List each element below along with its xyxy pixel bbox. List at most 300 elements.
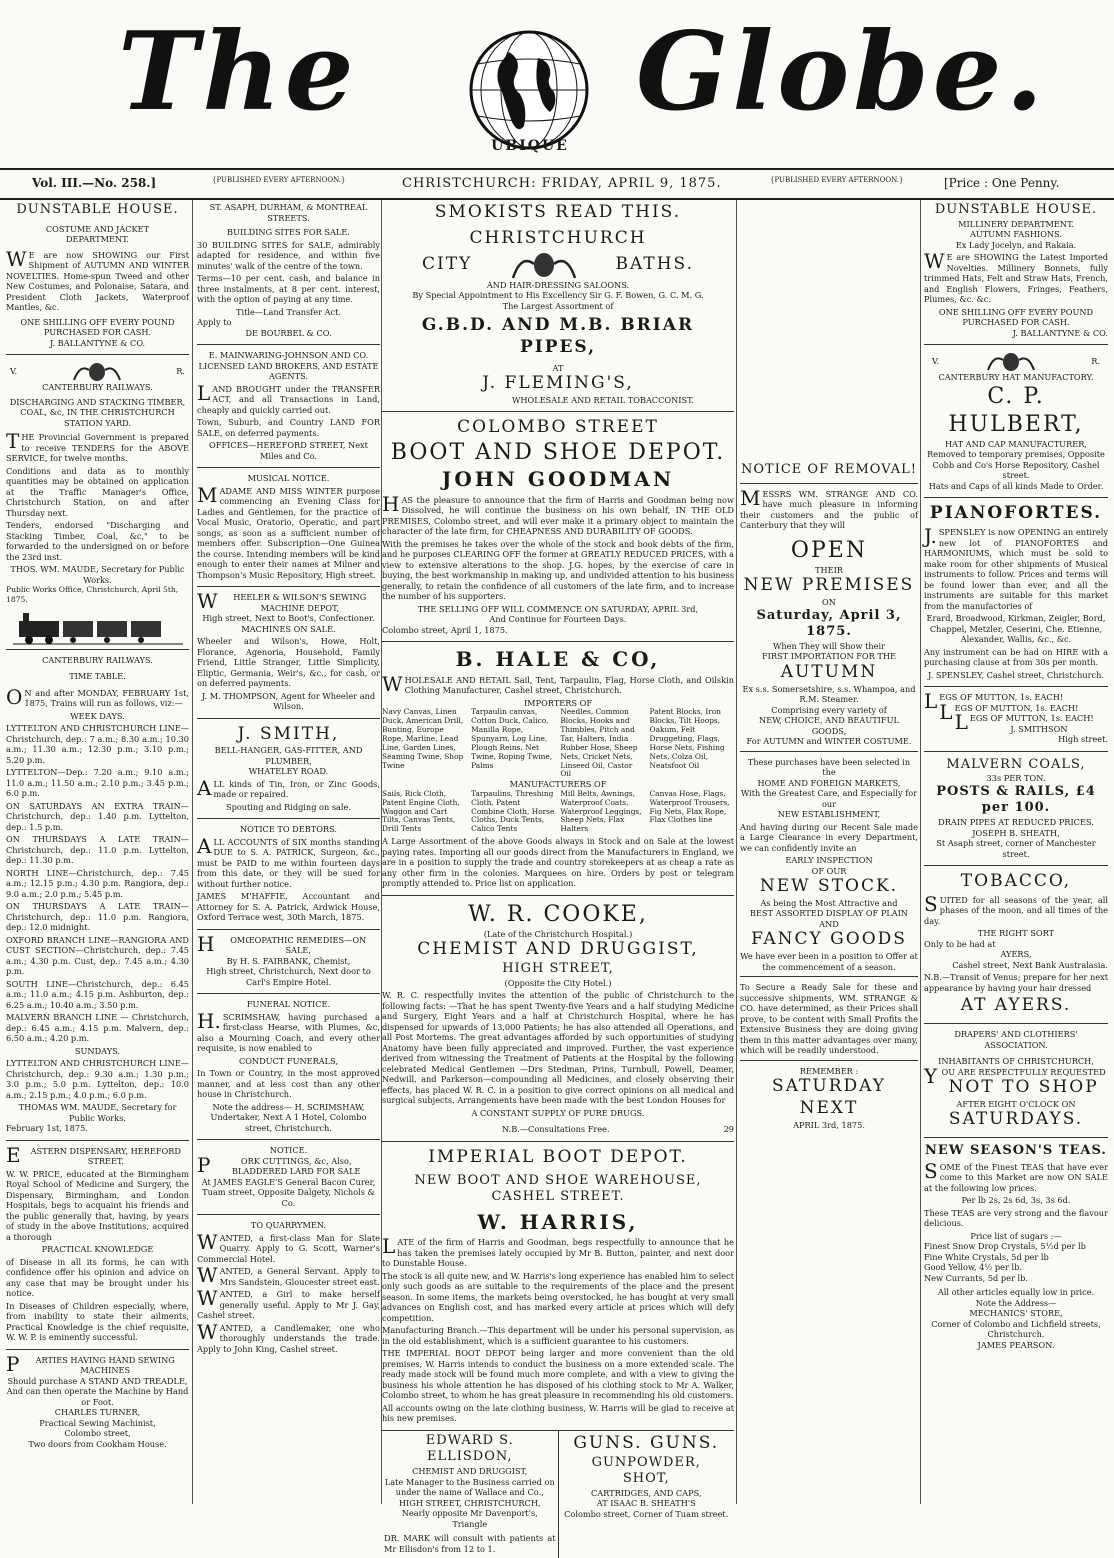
ad-body: Practical Sewing Machinist, xyxy=(39,1417,156,1428)
ad-body: Conditions and data as to monthly quantities may be obtained on application at the Traffic Manager's Office, Christchurch Station, on and after Thursday next. xyxy=(6,465,189,518)
ad-heading: J. SMITH, xyxy=(237,723,340,744)
ad-body: Price list of sugars :— xyxy=(970,1230,1062,1241)
ad-body: By Special Appointment to His Excellency Sir G. F. Bowen, G. C. M. G. xyxy=(412,290,704,300)
ad-body: In Diseases of Children especially, where, from inability to state their ailments, Practical Knowledge is the chief requisite, W. W. P. is eminently successful. xyxy=(6,1300,189,1343)
volume-number: Vol. III.—No. 258.] xyxy=(32,176,157,190)
divider xyxy=(924,497,1108,498)
divider xyxy=(197,718,380,719)
ad-body: W. R. C. respectfully invites the attention of the public of Christchurch to the following facts: —That he has spent Twenty-five Years and a half studying Medicine and Surgery, Eight Years and a half at Christchurch Hospital, where he has dispensed for upwards of 13,000 Patients; he has also attended all Operations, and all Post Mortems. The great advantages afforded by such opportunities of studying Anatomy have been fully appreciated and improved. Further, the vast experience derived from witnessing the Treatment of Patients at the Hospital by the following celebrated Medical Gentlemen —Drs Stedman, Prins, Turnbull, Powell, Deamer, Nedwill, and Parkerson—compounding all Medicines, and closely observing their effects, has placed W. R. C. in a position to give correct opinions on all medical and surgical subjects. Arrangements have been made with the best London Houses for xyxy=(382,990,734,1106)
divider xyxy=(382,895,734,896)
ad-body: Any instrument can be had on HIRE with a purchasing clause at from 30s per month. xyxy=(924,646,1108,668)
ad-heading: CANTERBURY RAILWAYS. xyxy=(42,382,153,393)
ad-body: Wheeler and Wilson's, Howe, Holt, Florance, Agenoria, Household, Family Friend, Little Stranger, Little Simplicity, Eliptic, Germania, Weir's, &c., for cash, or on deferred payments. xyxy=(197,636,380,688)
ad-subheading: IMPORTERS OF xyxy=(523,697,593,708)
ad-heading: E. MAINWARING-JOHNSON AND CO. xyxy=(208,350,369,360)
ad-body: With the premises he takes over the whole of the stock and book debts of the firm, and he purposes CLEARING OFF the former at GREATLY REDUCED PRICES, with a view to extensive alterations to the shop. J.G. hopes, by the exercise of care in buying, the best workmanship in making up, and undivided attention to his business generally, to retain the confidence of all customers of the late firm, and to increase the number of his supporters. xyxy=(382,538,734,602)
masthead-motto: UBIQUE xyxy=(491,138,569,154)
ad-sewing-stands xyxy=(6,1351,189,1450)
ad-body: BEST ASSORTED DISPLAY OF PLAIN xyxy=(749,908,909,919)
ad-body: Apply to xyxy=(197,317,232,327)
ad-hale xyxy=(382,647,734,888)
ad-heading: CITY xyxy=(422,253,473,274)
divider xyxy=(382,1141,734,1142)
ad-body: ALL ACCOUNTS of SIX months standing DUE to S. A. PATRICK, Surgeon, &c., must be PAID to me within fourteen days from this date, or they will be sued for without further notice. xyxy=(197,833,380,889)
ad-signature: JAMES PEARSON. xyxy=(977,1339,1055,1350)
ad-body: These purchases have been selected in the xyxy=(747,756,911,778)
ad-heading: SATURDAYS. xyxy=(948,1109,1084,1130)
ad-body: EARLY INSPECTION xyxy=(785,855,873,866)
list-item: Tarpaulin canvas, Cotton Duck, Calico, Manilla Rope, Spunyarn, Log Line, Plough Reins, Net Twine, Roping Twine, Palms xyxy=(471,707,553,770)
ad-body: A Large Assortment of the above Goods always in Stock and on Sale at the lowest paying rates. Importing all our goods direct from the Manufacturers in England, we are in a position to supply the trade and country storekeepers at as cheap a rate as any other firm in the colonies. Marquees on hire. Orders by post or telegram promptly attended to. Price list on application. xyxy=(382,836,734,889)
ad-body: LATE of the firm of Harris and Goodman, begs respectfully to announce that he has taken the premises lately occupied by Mr B. Button, painter, and next door to Dunstable House. xyxy=(382,1234,734,1269)
ad-date: February 1st, 1875. xyxy=(6,1123,88,1134)
vr-right: R. xyxy=(1091,356,1100,367)
column-rule xyxy=(736,200,737,1504)
ad-body: St Asaph street, corner of Manchester street. xyxy=(936,838,1096,859)
ad-subheading: SUNDAYS. xyxy=(74,1045,121,1056)
divider xyxy=(740,751,918,752)
ad-city-baths xyxy=(382,202,734,405)
divider xyxy=(924,1137,1108,1138)
ad-body: High street, Christchurch, Next door to Carl's Empire Hotel. xyxy=(206,966,371,987)
ad-body: These TEAS are very strong and the flavour delicious. xyxy=(924,1207,1108,1229)
ad-signature: Note the address— H. SCRIMSHAW, Undertaker, Next A 1 Hotel, Colombo street, Christchurch. xyxy=(210,1101,367,1133)
ad-body: NEW ESTABLISHMENT, xyxy=(777,809,881,820)
ad-body: Late Manager to the Business carried on under the name of Wallace and Co., xyxy=(384,1476,555,1498)
ad-pianofortes xyxy=(924,503,1108,680)
divider xyxy=(6,649,189,650)
ad-body: All other articles equally low in price. xyxy=(937,1287,1095,1298)
ad-body: ONE SHILLING OFF EVERY POUND PURCHASED FOR CASH. xyxy=(20,316,175,338)
list-item: Tarpaulins, Threshing Cloth, Patent Combine Cloth, Horse Cloths, Duck Tents, Calico Tents xyxy=(471,788,555,834)
ad-body: All accounts owing on the late clothing business, W. Harris will be glad to receive at his new premises. xyxy=(382,1402,734,1424)
ad-body: Title—Land Transfer Act. xyxy=(236,306,341,317)
ad-building-sites xyxy=(197,202,380,338)
ad-body: And Continue for Fourteen Days. xyxy=(489,614,627,625)
ad-body: Nearly opposite Mr Davenport's, Triangle xyxy=(401,1508,538,1529)
timetable-entry: LYTTELTON AND CHRISTCHURCH LINE—Christchurch, dep.: 9.30 a.m.; 1.30 p.m.; 3.0 p.m.; 5.0 p.m. Lyttelton, dep.: 10.0 a.m.; 2.15 p.m.; 4.0 p.m.; 6.0 p.m. xyxy=(6,1058,189,1100)
list-item: Navy Canvas, Linen Duck, American Drill, Bunting, Europe Rope, Marline, Lead Line, Garden Lines, Seaming Twine, Shop Twine xyxy=(382,707,464,770)
ad-body: WHOLESALE AND RETAIL TOBACCONIST. xyxy=(511,394,694,405)
ad-body: Two doors from Cookham House. xyxy=(28,1438,167,1449)
ad-heading: NEW PREMISES xyxy=(743,575,915,596)
ad-body: PORK CUTTINGS, &c, Also, BLADDERED LARD FOR SALE xyxy=(197,1152,361,1177)
divider xyxy=(740,483,918,484)
divider xyxy=(924,1023,1108,1024)
ad-body: As being the Most Attractive and xyxy=(760,897,898,908)
ad-body: Hats and Caps of all kinds Made to Order. xyxy=(928,480,1104,491)
list-item: Mill Belts, Awnings, Waterproof Coats, Waterproof Leggings, Sheep Nets, Flax Halters xyxy=(560,788,642,834)
divider xyxy=(197,344,380,345)
ad-body: MADAME AND MISS WINTER purpose commencing an Evening Class for Ladies and Gentlemen, for the practice of Vocal Music, Oratorio, Operatic, and part songs, as soon as a sufficient number of members offer. Subscription—One Guinea the course. Intending members will be kind enough to enter their names at Milner and Thompson's Music Repository, High street. xyxy=(197,482,380,580)
ad-body: The Largest Assortment of xyxy=(502,300,614,311)
ad-subheading: MILLINERY DEPARTMENT. xyxy=(958,218,1074,229)
ad-heading: EDWARD S. ELLISDON, xyxy=(425,1432,514,1465)
ad-ellisdon xyxy=(382,1431,558,1558)
ad-heading: Saturday, April 3, 1875. xyxy=(756,607,902,640)
ad-body: Ex Lady Jocelyn, and Rakaia. xyxy=(955,239,1077,250)
divider xyxy=(382,411,734,412)
ad-body: AFTER EIGHT O'CLOCK ON xyxy=(956,1098,1076,1109)
ad-musical-notice xyxy=(197,473,380,580)
ad-subheading: CONDUCT FUNERALS, xyxy=(238,1055,339,1066)
ad-body: ON and after MONDAY, FEBRUARY 1st, 1875, Trains will run as follows, viz:— xyxy=(6,684,189,709)
list-item: Finest Snow Drop Crystals, 5½d per lb xyxy=(924,1241,1086,1252)
ad-body: Ex s.s. Somersetshire, s.s. Whampoa, and R.M. Steamer. xyxy=(742,683,916,705)
ad-body: Colombo street, xyxy=(64,1428,131,1439)
ad-subheading: SHOT, xyxy=(622,1471,670,1487)
royal-arms xyxy=(6,360,189,382)
divider xyxy=(197,586,380,587)
importers-list xyxy=(382,708,734,779)
ad-body: CARTRIDGES, AND CAPS, xyxy=(590,1487,702,1498)
ad-new-season-teas xyxy=(924,1143,1108,1350)
ad-signature: AYERS, xyxy=(1000,949,1032,960)
ad-pork-cuttings xyxy=(197,1145,380,1208)
ad-signature: J. SPENSLEY, Cashel street, Christchurch. xyxy=(927,669,1105,680)
divider xyxy=(6,1140,189,1141)
ad-railway-timetable xyxy=(6,655,189,1134)
column-rule xyxy=(920,200,921,1504)
ad-heading: NEW STOCK. xyxy=(759,876,899,897)
ad-subheading: CHEMIST AND DRUGGIST, xyxy=(412,1466,528,1477)
ad-heading: DUNSTABLE HOUSE. xyxy=(934,202,1098,217)
column-2 xyxy=(197,202,380,1512)
list-item: Patent Blocks, Iron Blocks, Tilt Hoops, Oakum, Felt Druggeting, Flags, Horse Nets, Fishing Nets, Colza Oil, Neatsfoot Oil xyxy=(649,707,725,770)
ad-heading: COLOMBO STREET xyxy=(457,417,659,438)
royal-crest-icon xyxy=(986,350,1036,372)
ad-dunstable-costume xyxy=(6,202,189,348)
ad-heading: POSTS & RAILS, £4 per 100. xyxy=(936,783,1096,816)
ad-body: Comprising every variety of xyxy=(771,704,887,715)
divider xyxy=(197,993,380,994)
ad-body: Removed to temporary premises, Opposite Cobb and Co's Horse Repository, Cashel street. xyxy=(927,449,1105,481)
divider xyxy=(197,929,380,930)
ad-body: HAS the pleasure to announce that the firm of Harris and Goodman being now Dissolved, he will continue the business on his own behalf, IN THE OLD PREMISES, Colombo street, and will ever make it a primary object to maintain the character of the late firm, for CHEAPNESS AND DURABILITY OF GOODS. xyxy=(382,491,734,537)
ad-body: H.SCRIMSHAW, having purchased a first-class Hearse, with Plumes, &c, also a Mourning Coach, and every other requisite, is now enabled to xyxy=(197,1008,380,1054)
ad-drapers-association xyxy=(924,1029,1108,1131)
ad-heading: C. P. HULBERT, xyxy=(948,383,1084,437)
ad-guns xyxy=(558,1431,735,1558)
ad-pair xyxy=(382,1430,734,1558)
ad-body: Spouting and Ridging on sale. xyxy=(225,801,352,812)
ad-heading: SMOKISTS READ THIS. xyxy=(434,202,682,222)
ad-heading: NOTICE. xyxy=(269,1145,308,1156)
ad-heading: FUNERAL NOTICE. xyxy=(246,999,331,1010)
ad-body: ONE SHILLING OFF EVERY POUND PURCHASED FOR CASH. xyxy=(938,306,1094,328)
ad-hat-manufactory xyxy=(924,350,1108,491)
timetable-entry: OXFORD BRANCH LINE—RANGIORA AND CUST SECTION—Christchurch, dep.: 7.45 a.m.; 4.30 p.m. Cust, dep.: 7.45 a.m.; 4.30 p.m. xyxy=(6,934,189,977)
ad-signature: J. BALLANTYNE & CO. xyxy=(49,337,146,348)
column-4 xyxy=(740,202,918,1512)
ad-smith-plumber xyxy=(197,724,380,813)
ad-heading: DRAPERS' AND CLOTHIERS' ASSOCIATION. xyxy=(954,1029,1078,1050)
ad-heading: GUNS. GUNS. xyxy=(573,1432,720,1453)
ad-signature: J. M. THOMPSON, Agent for Wheeler and Wilson. xyxy=(201,690,376,711)
ad-body: MESSRS WM. STRANGE AND CO. have much pleasure in informing their customers and the public of Canterbury that they will xyxy=(740,485,918,531)
ad-sewing-machine-depot xyxy=(197,589,380,712)
divider xyxy=(924,344,1108,345)
masthead xyxy=(0,0,1114,172)
ad-funeral-notice xyxy=(197,999,380,1133)
ad-heading: WHEELER & WILSON'S SEWING MACHINE DEPOT, xyxy=(197,589,367,613)
dateline xyxy=(0,168,1114,200)
divider xyxy=(197,467,380,468)
ad-body: DR. MARK will consult with patients at Mr Ellisdon's from 12 to 1. xyxy=(384,1533,556,1554)
divider xyxy=(924,751,1108,752)
ad-body: OFFICES—HEREFORD STREET, Next Miles and Co. xyxy=(209,440,368,461)
ad-subheading: DISCHARGING AND STACKING TIMBER, COAL, &c, IN THE CHRISTCHURCH STATION YARD. xyxy=(9,396,186,428)
ad-body: When They will Show their xyxy=(772,640,886,651)
ad-notice-debtors xyxy=(197,824,380,923)
ad-subheading: THE RIGHT SORT xyxy=(977,928,1055,939)
ad-body: To Secure a Ready Sale for these and successive shipments, WM. STRANGE & CO. have determined, as their Prices shall prove, to be content with Small Profits the Extensive Business they are doing giving them in this matter advantages over many, which will be readily understood. xyxy=(740,982,918,1056)
masthead-title-right: Globe. xyxy=(636,9,1048,135)
ad-subheading: PRACTICAL KNOWLEDGE xyxy=(41,1244,154,1255)
divider xyxy=(6,1349,189,1350)
ad-body: HIGH STREET, CHRISTCHURCH, xyxy=(398,1497,541,1508)
ad-body: WE are now SHOWING our First Shipment of AUTUMN AND WINTER NOVELTIES. Home-spun Tweed and other New Costumes, and Polonaise, Satara, and President Cloth Jackets, Waterproof Mantles, &c. xyxy=(6,246,189,313)
ad-body: LEGS OF MUTTON, 1s. EACH! xyxy=(939,699,1079,724)
timetable-entry: SOUTH LINE—Christchurch, dep.: 6.45 a.m.; 11.0 a.m.; 4.15 p.m. Ashburton, dep.: 6.25 a.m.; 10.40 a.m.; 3.50 p.m. xyxy=(6,978,189,1010)
timetable-entry: LYTTELTON AND CHRISTCHURCH LINE—Christchurch, dep.: 7 a.m.; 8.30 a.m.; 10.30 a.m.; 11.30 a.m.; 12.30 p.m.; 3.10 p.m.; 5.20 p.m. xyxy=(6,723,189,765)
divider xyxy=(924,686,1108,687)
ad-body: W. W. PRICE, educated at the Birmingham Royal School of Medicine and Surgery, the Dispensary, Birmingham, and London Hospitals, begs to acquaint his friends and the public generally that, having, by years of study in the above Institutions, acquired a thorough xyxy=(6,1168,189,1242)
ad-heading: CHEMIST AND DRUGGIST, xyxy=(417,939,699,960)
ad-body: WHOLESALE AND RETAIL Sail, Tent, Tarpaulin, Flag, Horse Cloth, and Oilskin Clothing Manufacturer, Cashel street, Christchurch. xyxy=(382,671,734,696)
ad-body: Cashel street, Next Bank Australasia. xyxy=(952,959,1108,970)
ad-signature: THOS. WM. MAUDE, Secretary for Public Works. xyxy=(10,564,185,585)
ad-heading: PIANOFORTES. xyxy=(929,503,1103,524)
ad-body: OF OUR xyxy=(811,865,847,876)
ad-heading: NOTICE TO DEBTORS. xyxy=(239,824,337,835)
ad-imperial-boot-depot xyxy=(382,1147,734,1424)
ad-heading: FANCY GOODS xyxy=(751,929,907,950)
ad-heading: AT AYERS. xyxy=(960,995,1072,1016)
ad-body: SUITED for all seasons of the year, all phases of the moon, and all times of the day. xyxy=(924,891,1108,926)
ad-heading: TOBACCO, xyxy=(960,871,1072,892)
ad-heading: CHRISTCHURCH xyxy=(469,227,647,248)
ad-subheading: TIME TABLE. xyxy=(69,671,126,682)
divider xyxy=(382,641,734,642)
ad-subheading: AND HAIR-DRESSING SALOONS. xyxy=(486,279,630,290)
ad-body: And having during our Recent Sale made a Large Clearance in every Department, we can confidently invite an xyxy=(740,821,918,853)
ad-legs-of-mutton xyxy=(924,689,1108,745)
ad-body: Per lb 2s, 2s 6d, 3s, 3s 6d. xyxy=(961,1195,1071,1206)
ad-subheading: NEW BOOT AND SHOE WAREHOUSE, CASHEL STREET. xyxy=(414,1172,702,1205)
ad-signature: CHARLES TURNER, xyxy=(54,1407,141,1418)
ad-body: 33s PER TON. xyxy=(986,773,1046,784)
ad-body: AT xyxy=(552,362,564,373)
divider xyxy=(197,818,380,819)
ad-heading: EASTERN DISPENSARY, HEREFORD STREET. xyxy=(6,1142,181,1167)
timetable-entry: ON THURSDAYS A LATE TRAIN—Christchurch, dep.: 11.0 p.m. Lyttelton, dep.: 11.30 p.m. xyxy=(6,834,189,866)
divider xyxy=(924,865,1108,866)
ad-body: YOU ARE RESPECTFULLY REQUESTED xyxy=(924,1063,1106,1088)
ad-body: (Opposite the City Hotel.) xyxy=(504,977,612,988)
ad-heading: DUNSTABLE HOUSE. xyxy=(16,202,179,217)
ad-body: In Town or Country, in the most approved manner, and at less cost than any other house in Christchurch. xyxy=(197,1068,380,1100)
ad-heading: MUSICAL NOTICE. xyxy=(247,473,330,483)
ad-number: 29 xyxy=(723,1124,734,1135)
ad-body: WHATELEY ROAD. xyxy=(248,766,329,777)
ad-body: GOODS, xyxy=(811,725,847,736)
list-item: Good Yellow, 4½ per lb. xyxy=(924,1262,1022,1273)
ad-body: AND xyxy=(819,918,839,929)
timetable-entry: ON SATURDAYS AN EXTRA TRAIN—Christchurch, dep.: 1.40 p.m. Lyttelton, dep.: 1.5 p.m. xyxy=(6,800,189,832)
ad-body: ALL kinds of Tin, Iron, or Zinc Goods, made or repaired. xyxy=(197,775,380,800)
list-item: Sails, Rick Cloth, Patent Engine Cloth, Waggon and Cart Tilts, Canvas Tents, Drill Tents xyxy=(382,788,460,834)
vr-right: R. xyxy=(176,366,185,377)
column-3 xyxy=(382,202,734,1554)
ad-heading: PARTIES HAVING HAND SEWING MACHINES xyxy=(6,1351,175,1376)
ad-heading: G.B.D. AND M.B. BRIAR PIPES, xyxy=(421,315,695,357)
ad-heading: NOT TO SHOP xyxy=(948,1077,1099,1098)
ad-body: WANTED, a General Servant. Apply to Mrs Sandstein, Gloucester street east. xyxy=(197,1263,380,1288)
ad-cooke-chemist xyxy=(382,901,734,1135)
ad-body: SOME of the Finest TEAS that have ever come to this Market are now ON SALE at the following low prices. xyxy=(924,1158,1108,1193)
ad-heading: IMPERIAL BOOT DEPOT. xyxy=(428,1146,688,1167)
ad-body: THE IMPERIAL BOOT DEPOT being larger and more convenient than the old premises, W. Harris intends to conduct the business on a more extended scale. The ready made stock will be found much more complete, and with a view to giving the business his whole attention he has disposed of his clothing stock to Mr A. Walker, Colombo street, to whom he has great pleasure in recommending his old customers. xyxy=(382,1348,734,1401)
ad-body: THEIR xyxy=(815,564,843,575)
column-5 xyxy=(924,202,1108,1512)
ad-body: Should purchase A STAND AND TREADLE, And can then operate the Machine by Hand or Foot. xyxy=(6,1375,189,1407)
ad-body: WANTED, a first-class Man for Slate Quarry. Apply to G. Scott, Warner's Commercial Hotel. xyxy=(197,1229,380,1264)
ad-body: (Late of the Christchurch Hospital.) xyxy=(483,928,633,939)
divider xyxy=(197,1214,380,1215)
ad-subheading: MANUFACTURERS OF xyxy=(509,779,607,790)
ad-eastern-dispensary xyxy=(6,1142,189,1343)
ad-body: N.B.—Transit of Venus; prepare for her next appearance by having your hair dressed xyxy=(924,972,1108,993)
ad-boot-depot-goodman xyxy=(382,417,734,635)
ad-body: AT ISAAC B. SHEATH'S xyxy=(596,1498,696,1509)
ad-body: Note the Address— xyxy=(975,1297,1057,1308)
ad-heading: NEW SEASON'S TEAS. xyxy=(925,1143,1107,1159)
ad-body: High street. xyxy=(1058,734,1108,745)
ad-body: Erard, Broadwood, Kirkman, Zeigler, Bord, Chappel, Metzler, Ceserini, Che. Etienne, Alexander, Wallis, &c., &c. xyxy=(926,613,1106,645)
ad-body: Public Works Office, Christchurch, April 5th, 1875. xyxy=(6,585,179,604)
ad-body: THE Provincial Government is prepared to receive TENDERS for the ABOVE SERVICE, for twelve months. xyxy=(6,429,189,464)
ad-date: APRIL 3rd, 1875. xyxy=(793,1119,865,1130)
ad-signature: J. BALLANTYNE & CO. xyxy=(1012,327,1108,338)
ad-body: WANTED, a Candlemaker, one who thoroughly understands the trade. Apply to John King, Cashel street. xyxy=(197,1319,380,1354)
ad-body: For AUTUMN and WINTER COSTUME. xyxy=(746,736,912,747)
ad-body: By H. S. FAIRBANK, Chemist, xyxy=(226,955,351,966)
ad-heading: AUTUMN xyxy=(780,661,878,682)
ad-malvern-coals xyxy=(924,757,1108,859)
published-note-right: {PUBLISHED EVERY AFTERNOON.} xyxy=(770,176,904,184)
ad-heading: TO QUARRYMEN. xyxy=(250,1220,327,1231)
ad-dunstable-millinery xyxy=(924,202,1108,338)
ad-heading: BOOT AND SHOE DEPOT. xyxy=(390,440,726,465)
ad-body: N.B.—Consultations Free. xyxy=(502,1124,610,1135)
ad-heading: J. FLEMING'S, xyxy=(482,373,634,393)
ad-body: LEGS OF MUTTON, 1s. EACH! xyxy=(924,689,1064,714)
ad-heading: NOTICE OF REMOVAL! xyxy=(741,462,917,477)
column-rule xyxy=(192,200,193,1504)
divider xyxy=(197,1139,380,1140)
ad-body: Corner of Colombo and Lichfield streets, Christchurch. xyxy=(931,1318,1101,1340)
list-item: Needles, Common Blocks, Hooks and Thimbles, Pitch and Tar, Halters, India Rubber Hose, Sheep Nets, Cricket Nets, Linseed Oil, Castor Oil xyxy=(560,707,638,779)
ad-body: We have ever been in a position to Offer at the commencement of a season. xyxy=(740,951,918,972)
ad-body: WANTED, a Girl to make herself generally useful. Apply to Mr J. Gay, Cashel street. xyxy=(197,1286,380,1321)
ad-railways-timber xyxy=(6,360,189,604)
ad-heading: SATURDAY NEXT xyxy=(772,1076,886,1118)
list-item: New Currants, 5d per lb. xyxy=(924,1272,1028,1283)
ad-body: 30 BUILDING SITES for SALE, admirably adapted for residence, and within five minutes' walk of the centre of the town. xyxy=(197,239,380,271)
train-engraving-icon xyxy=(13,611,183,645)
ad-body: NEW, CHOICE, AND BEAUTIFUL xyxy=(759,715,899,726)
price: [Price : One Penny. xyxy=(944,176,1060,190)
ad-subheading: MACHINES ON SALE. xyxy=(241,623,336,634)
place-date: CHRISTCHURCH: FRIDAY, APRIL 9, 1875. xyxy=(402,176,722,191)
ad-subheading: WEEK DAYS. xyxy=(70,710,125,721)
ad-body: WE are SHOWING the Latest Imported Novelties. Millinery Bonnets, fully trimmed Hats, Felt and Straw Hats, French, and English Flowers, Fringes, Feathers, Plumes, &c. &c. xyxy=(924,249,1108,305)
ad-body: LEGS OF MUTTON, 1s. EACH! xyxy=(954,710,1094,735)
ad-date: Colombo street, April 1, 1875. xyxy=(382,624,508,635)
royal-crest-icon xyxy=(72,360,122,382)
ad-subheading: COSTUME AND JACKET DEPARTMENT. xyxy=(45,223,150,245)
manufacturers-list xyxy=(382,790,734,834)
ad-body: THE SELLING OFF WILL COMMENCE ON SATURDAY, APRIL 3rd, xyxy=(417,603,699,614)
timetable-entry: LYTTELTON—Dep.: 7.20 a.m.; 9.10 a.m.; 11.0 a.m.; 11.50 a.m.; 2.10 p.m.; 3.45 p.m.; 6.0 p.m. xyxy=(6,767,189,799)
ad-body: High street, Next to Boot's, Confectioner. xyxy=(202,613,375,623)
ad-body: LAND BROUGHT under the TRANSFER ACT, and all Transactions in Land, cheaply and quickly carried out. xyxy=(197,380,380,415)
ad-signature: DE BOURBEL & CO. xyxy=(245,327,332,338)
ad-heading: HOMŒOPATHIC REMEDIES—ON SALE, xyxy=(197,931,367,956)
ad-subheading: AUTUMN FASHIONS. xyxy=(970,229,1062,240)
ad-body: INHABITANTS OF CHRISTCHURCH, xyxy=(938,1056,1094,1067)
ad-body: Manufacturing Branch.—This department will be under his personal supervision, as in the old establishment, which is a sufficient guarantee to his customers. xyxy=(382,1325,734,1346)
ad-homeopathic xyxy=(197,931,380,988)
timetable-entry: NORTH LINE—Christchurch, dep.: 7.45 a.m.; 12.15 p.m.; 4.30 p.m. Rangiora, dep.: 9.0 a.m.; 2.0 p.m.; 5.45 p.m. xyxy=(6,867,189,899)
list-item: Fine White Crystals, 5d per lb xyxy=(924,1251,1049,1262)
ad-body: DRAIN PIPES AT REDUCED PRICES. xyxy=(938,817,1094,828)
ad-body: A CONSTANT SUPPLY OF PURE DRUGS. xyxy=(471,1107,645,1118)
ad-heading: CANTERBURY RAILWAYS. xyxy=(42,654,153,665)
royal-crest-icon xyxy=(509,250,579,280)
ad-heading: JOHN GOODMAN xyxy=(441,467,675,492)
ad-body: of Disease in all its forms, he can with confidence offer his opinion and advice on any case that may be brought under his notice. xyxy=(6,1256,189,1299)
vr-left: V. xyxy=(932,356,940,367)
ad-heading: BATHS. xyxy=(615,253,694,274)
ad-subheading: BELL-HANGER, GAS-FITTER, AND PLUMBER, xyxy=(214,745,363,766)
royal-arms xyxy=(924,350,1108,372)
ad-subheading: BUILDING SITES FOR SALE. xyxy=(227,227,350,237)
column-1 xyxy=(6,202,189,1512)
ad-subheading: HIGH STREET, xyxy=(502,961,614,977)
ad-heading: W. R. COOKE, xyxy=(468,901,648,927)
ad-body: Terms—10 per cent. cash, and balance in three instalments, at 8 per cent. interest, with the option of paying at any time. xyxy=(197,273,380,304)
ad-heading: B. HALE & CO, xyxy=(455,647,661,672)
divider xyxy=(6,354,189,355)
ad-body: Town, Suburb, and Country LAND FOR SALE, on deferred payments. xyxy=(197,417,380,438)
list-item: Canvas Hose, Flags, Waterproof Trousers, Fig Nets, Flax Rope, Flax Clothes line xyxy=(649,788,730,825)
ad-notice-of-removal xyxy=(740,462,918,1130)
ad-subheading: HAT AND CAP MANUFACTURER, xyxy=(945,438,1087,449)
ad-heading: CANTERBURY HAT MANUFACTORY. xyxy=(938,372,1094,383)
ad-heading: ST. ASAPH, DURHAM, & MONTREAL STREETS. xyxy=(209,202,368,223)
ad-subheading: LICENSED LAND BROKERS, AND ESTATE AGENTS. xyxy=(198,360,379,381)
ad-body: The stock is all quite new, and W. Harris's long experience has enabled him to select only such goods as are suitable to the requirements of the place and the present season. In some items, the markets being overstocked, he has bought at very small advances on English cost, and has marked every article at prices which will defy competition. xyxy=(382,1270,734,1323)
published-note-left: {PUBLISHED EVERY AFTERNOON.} xyxy=(212,176,346,184)
ad-heading: W. HARRIS, xyxy=(477,1209,639,1234)
timetable-entry: ON THURSDAYS A LATE TRAIN—Christchurch, dep.: 11.0 p.m. Rangiora, dep.: 12.0 midnight. xyxy=(6,901,189,933)
divider xyxy=(740,976,918,977)
ad-signature: JAMES M'HAFFIE, Accountant and Attorney for S. A. Patrick, Ardwick House, Oxford Terrace west, 30th March, 1875. xyxy=(197,891,380,923)
ad-tobacco xyxy=(924,871,1108,1017)
ad-body: Colombo street, Corner of Tuam street. xyxy=(564,1508,729,1519)
